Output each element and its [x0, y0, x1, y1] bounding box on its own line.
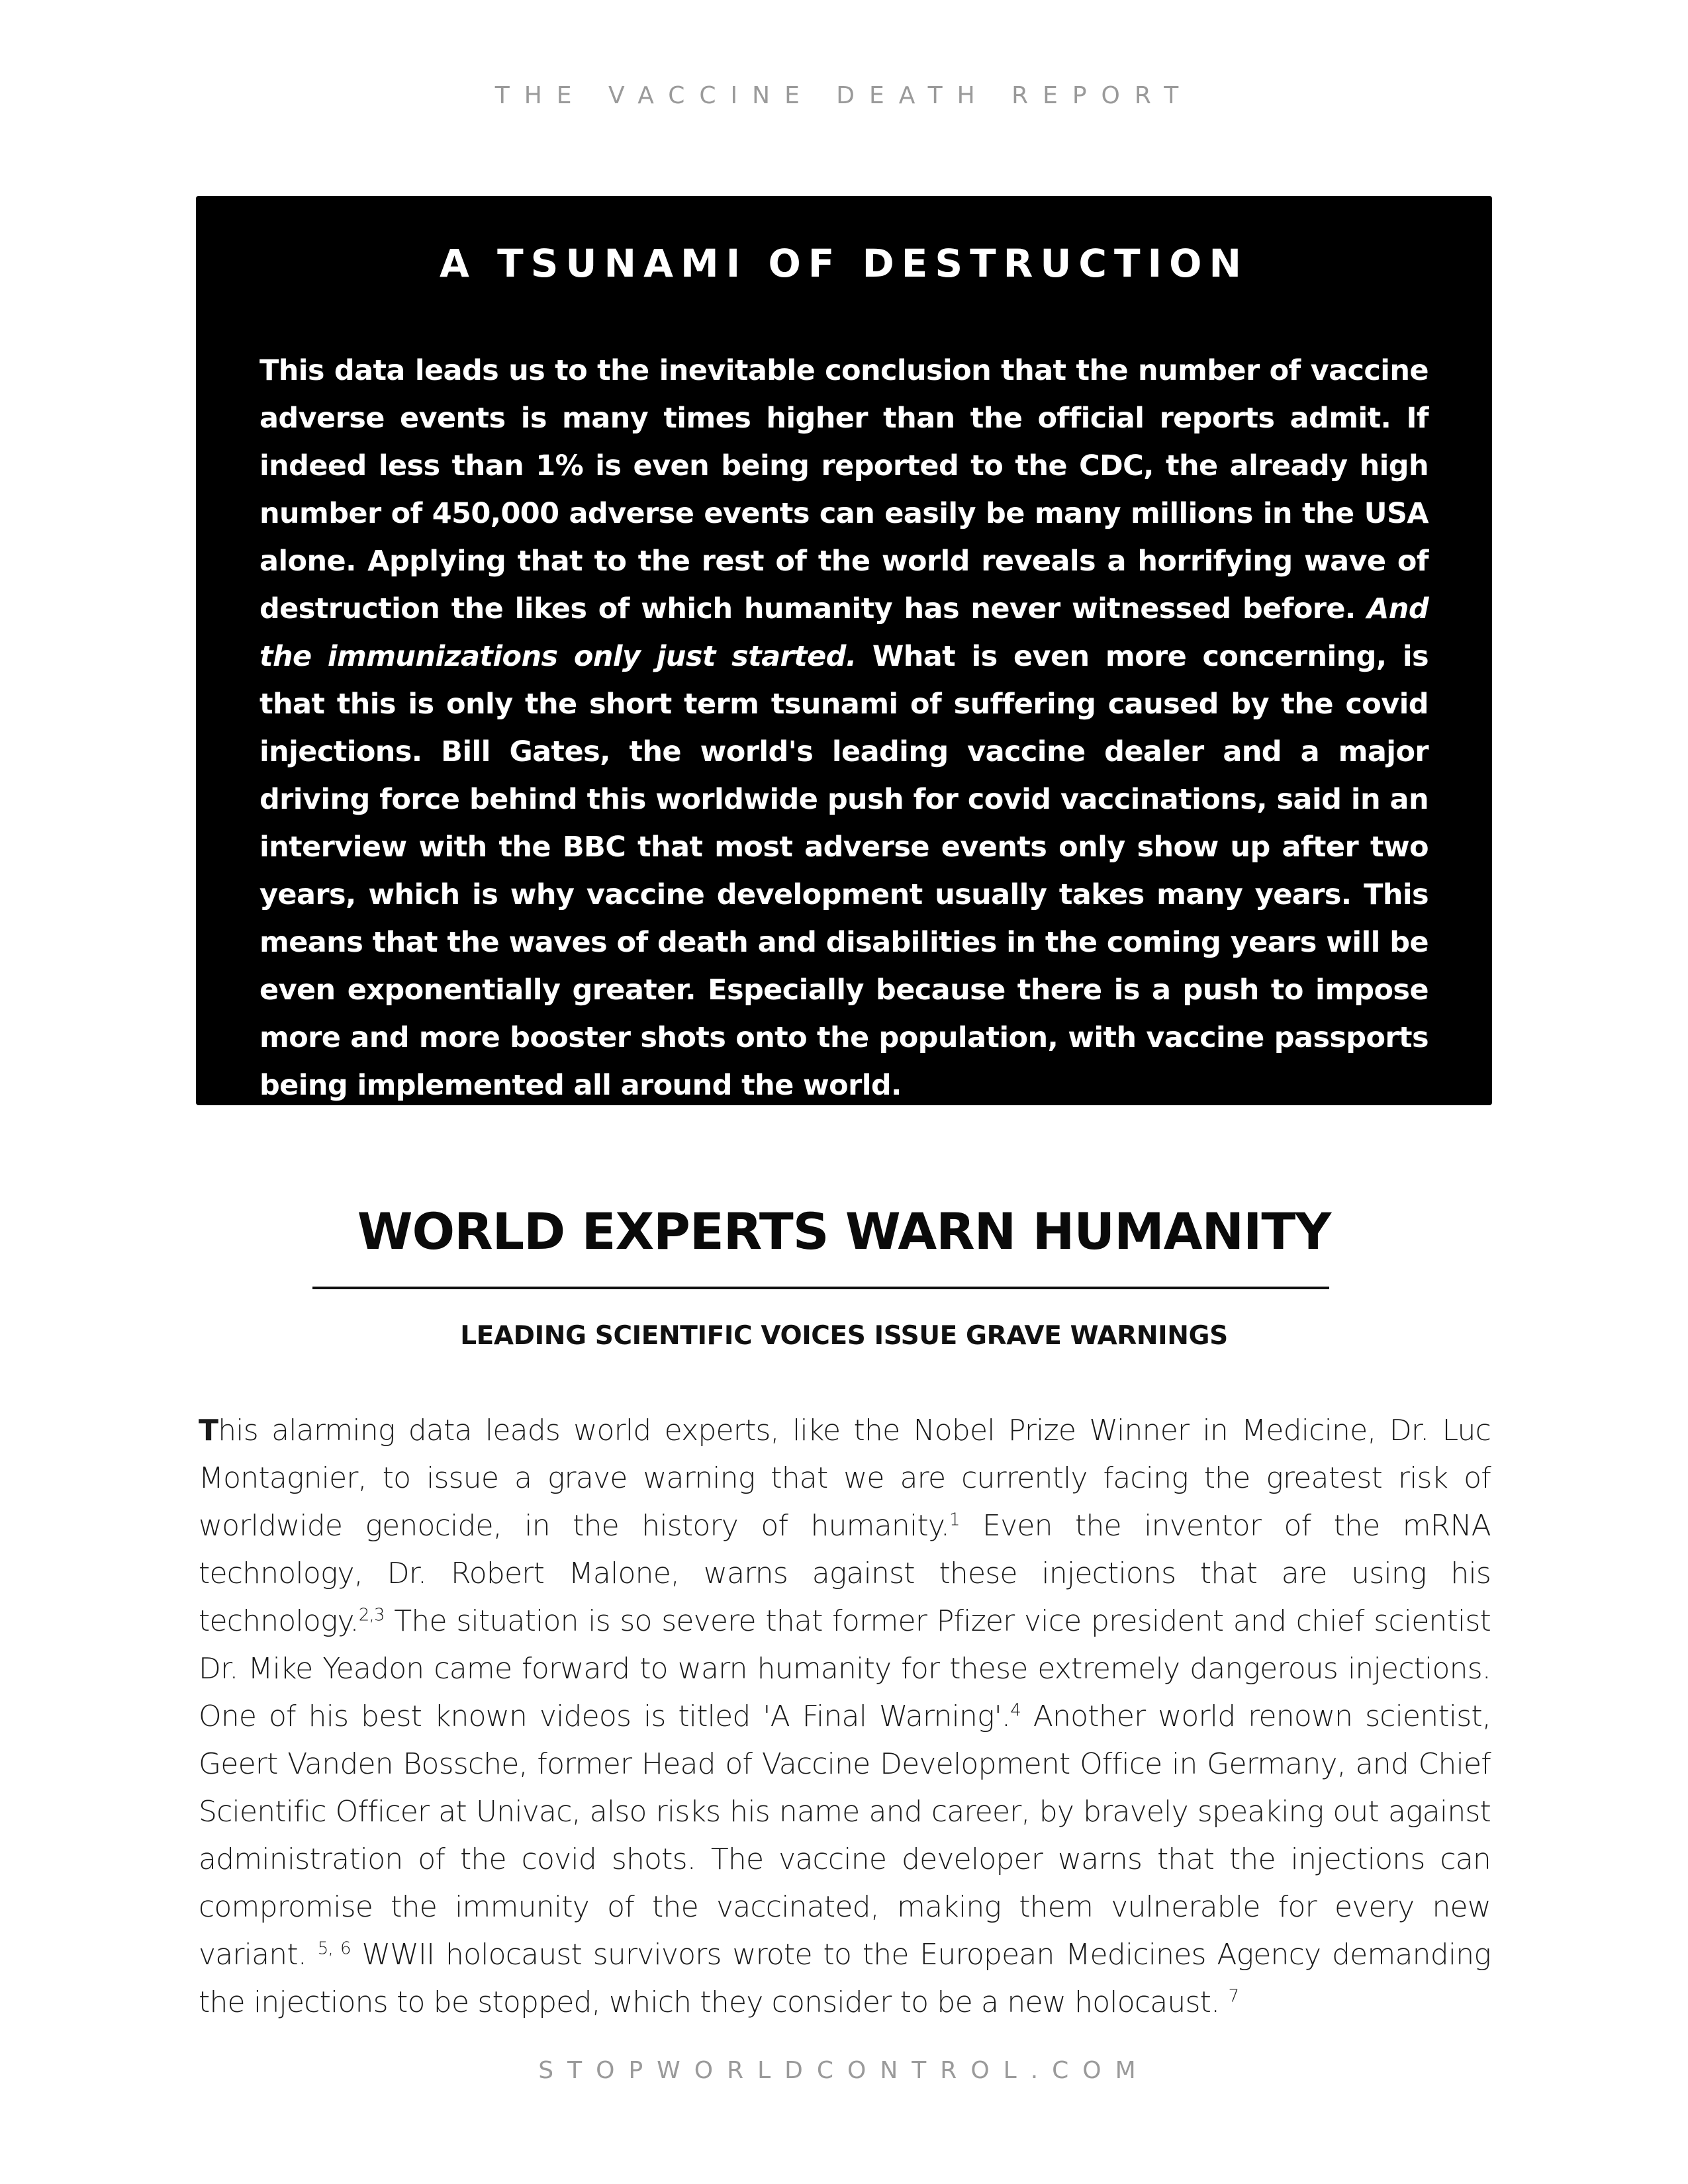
footnote-ref[interactable]: 7 [1228, 1986, 1239, 2007]
body-text-segment: Even the inventor of the mRNA technology, Dr. Robert Malone, warns against these injections that are using his technology. [199, 1509, 1491, 1638]
footnote-ref[interactable]: 4 [1010, 1700, 1021, 1721]
callout-body [259, 347, 1429, 1109]
callout-box [196, 196, 1492, 1105]
footnote-ref[interactable]: 1 [949, 1510, 960, 1530]
footnote-ref[interactable]: 2,3 [358, 1605, 385, 1625]
body-text-segment: his alarming data leads world experts, like the Nobel Prize Winner in Medicine, Dr. Luc Montagnier, to issue a grave warning that we are currently facing the greatest risk of worldwide genocide, in the history of humanity. [199, 1414, 1491, 1543]
section-subtitle: LEADING SCIENTIFIC VOICES ISSUE GRAVE WARNINGS [460, 1321, 1228, 1351]
running-header: THE VACCINE DEATH REPORT [494, 82, 1194, 109]
title-divider [312, 1287, 1329, 1289]
body-text-segment: WWII holocaust survivors wrote to the European Medicines Agency demanding the injections to be stopped, which they consider to be a new holocaust. [199, 1938, 1491, 2019]
body-text-segment: The situation is so severe that former Pfizer vice president and chief scientist Dr. Mike Yeadon came forward to warn humanity for these extremely dangerous injections. One of his best known videos is titled 'A Final Warning'. [199, 1604, 1491, 1733]
section-title: WORLD EXPERTS WARN HUMANITY [357, 1202, 1331, 1261]
callout-text-part-2: What is even more concerning, is that this is only the short term tsunami of suffering caused by the covid injections. Bill Gates, the world's leading vaccine dealer and a major driving force behind this worldwide push for covid vaccinations, said in an interview with the BBC that most adverse events only show up after two years, which is why vaccine development usually takes many years. This means that the waves of death and disabilities in the coming years will be even exponentially greater. Especially because there is a push to impose more and more booster shots onto the population, with vaccine passports being implemented all around the world. [259, 640, 1429, 1102]
running-footer: STOPWORLDCONTROL.COM [538, 2057, 1150, 2084]
callout-title: A TSUNAMI OF DESTRUCTION [440, 241, 1248, 286]
body-paragraph [199, 1407, 1491, 2026]
callout-text-part-1: This data leads us to the inevitable conclusion that the number of vaccine adverse events is many times higher than the official reports admit. If indeed less than 1% is even being reported to the CDC, the already high number of 450,000 adverse events can easily be many millions in the USA alone. Applying that to the rest of the world reveals a horrifying wave of destruction the likes of which humanity has never witnessed before. [259, 354, 1429, 625]
body-text-segment: Another world renown scientist, Geert Vanden Bossche, former Head of Vaccine Development Office in Germany, and Chief Scientific Officer at Univac, also risks his name and career, by bravely speaking out against administration of the covid shots. The vaccine developer warns that the injections can compromise the immunity of the vaccinated, making them vulnerable for every new variant. [199, 1700, 1491, 1972]
callout-italic-emphasis: And the immunizations only just started. [259, 592, 1429, 673]
footnote-ref[interactable]: 5, 6 [317, 1938, 351, 1959]
drop-cap: T [199, 1414, 218, 1447]
